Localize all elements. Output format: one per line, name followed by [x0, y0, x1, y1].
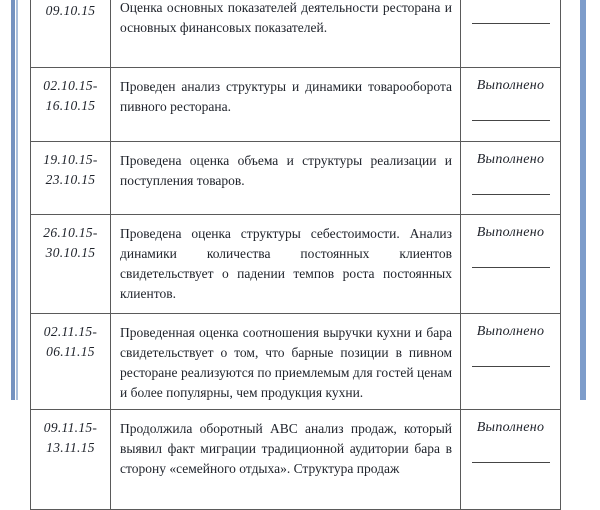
activity-cell: Проведена оценка объема и структуры реализации и поступления товаров.: [111, 142, 461, 215]
table-row: [31, 142, 561, 215]
status-label: Выполнено: [476, 225, 545, 240]
table-row: [31, 314, 561, 410]
signature-line: [472, 194, 550, 195]
period-cell: [31, 314, 111, 410]
activity-cell: Проведена оценка структуры себестоимости. Анализ динамики количества постоянных клиентов свидетельствует о падении темпов роста постоянных клиентов.: [111, 215, 461, 314]
status-label: Выполнено: [476, 78, 545, 93]
date-range-end: 23.10.15: [45, 172, 96, 187]
date-range-start: 26.10.15-: [43, 225, 98, 240]
signature-line: [472, 462, 550, 463]
status-label: Выполнено: [476, 324, 545, 339]
date-range-end: 13.11.15: [46, 440, 95, 455]
period-cell: [31, 410, 111, 510]
status-cell: [461, 314, 561, 410]
activity-cell: Проведенная оценка соотношения выручки кухни и бара свидетельствует о том, что барные позиции в пивном ресторане реализуются по приемлемым для гостей ценам и более популярны, чем продукция кухни.: [111, 314, 461, 410]
signature-line: [472, 23, 550, 24]
date-range-start: 02.10.15-: [43, 78, 98, 93]
page-border-right: [580, 0, 586, 400]
date-range-end: 16.10.15: [45, 98, 96, 113]
table-row: [31, 68, 561, 142]
activity-cell: Проведен анализ структуры и динамики товарооборота пивного ресторана.: [111, 68, 461, 142]
status-cell: [461, 215, 561, 314]
activity-cell: Оценка основных показателей деятельности ресторана и основных финансовых показателей.: [111, 0, 461, 68]
activity-cell: Продолжила оборотный АВС анализ продаж, который выявил факт миграции традиционной аудитории бара в сторону «семейного отдыха». Структура продаж: [111, 410, 461, 510]
table-row: [31, 215, 561, 314]
status-label: Выполнено: [476, 152, 545, 167]
signature-line: [472, 267, 550, 268]
page-border-left-inner: [16, 0, 18, 400]
period-cell: [31, 215, 111, 314]
page-border-left-outer: [11, 0, 15, 400]
table-row: [31, 410, 561, 510]
period-cell: [31, 142, 111, 215]
signature-line: [472, 366, 550, 367]
date-range-end: 30.10.15: [45, 245, 96, 260]
period-cell: [31, 0, 111, 68]
status-label: Выполнено: [476, 420, 545, 435]
date-range-start: 19.10.15-: [43, 152, 98, 167]
period-cell: [31, 68, 111, 142]
status-cell: [461, 0, 561, 68]
table-row: [31, 0, 561, 68]
status-cell: [461, 142, 561, 215]
date-range-start: 02.11.15-: [43, 324, 98, 339]
status-cell: [461, 410, 561, 510]
date-range-end: 06.11.15: [46, 344, 95, 359]
progress-report-table: [30, 0, 561, 510]
date-range-start: 09.11.15-: [43, 420, 98, 435]
signature-line: [472, 120, 550, 121]
date-range: 09.10.15: [45, 3, 96, 18]
status-cell: [461, 68, 561, 142]
